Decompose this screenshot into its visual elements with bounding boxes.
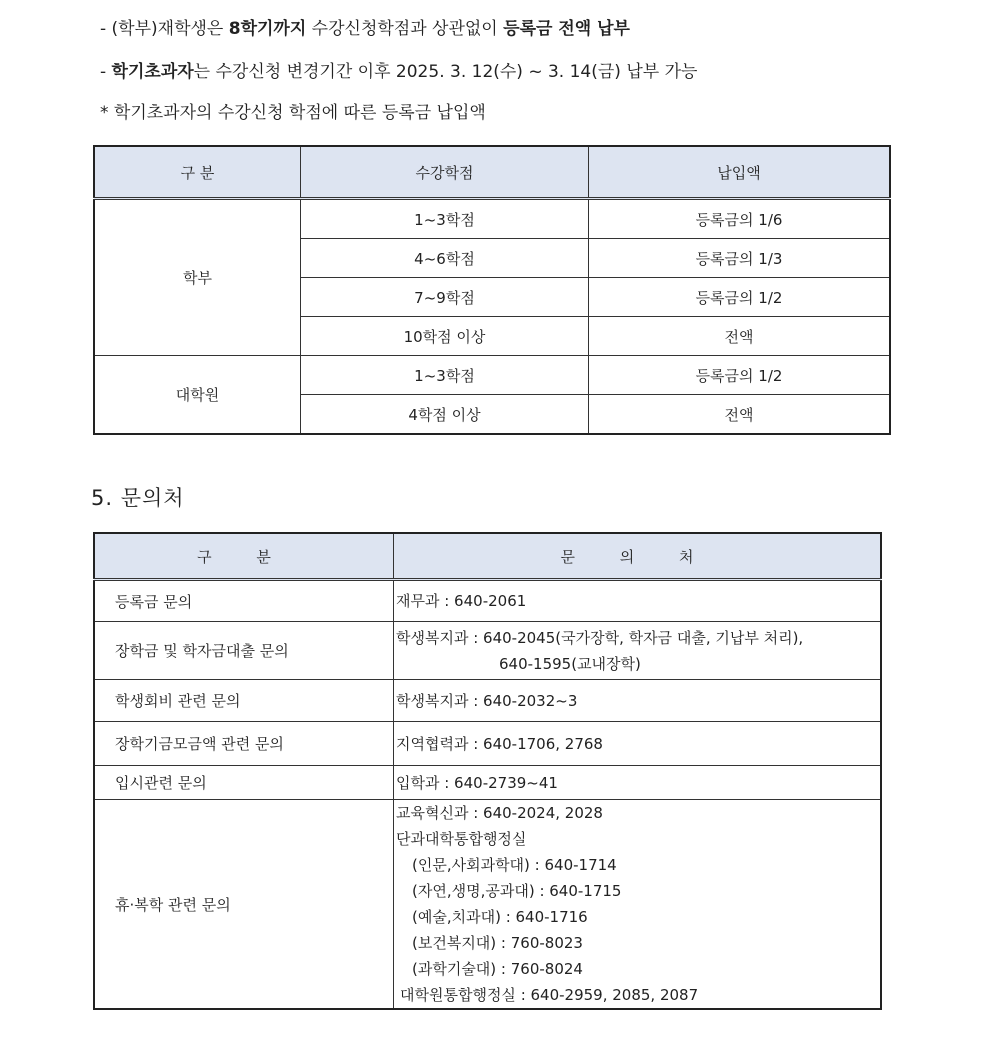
contact-info-line: 단과대학통합행정실: [396, 830, 527, 848]
contact-info: [394, 800, 882, 1010]
contact-info: 지역협력과 : 640-1706, 2768: [394, 722, 882, 766]
contact-category: 장학금 및 학자금대출 문의: [94, 622, 394, 680]
category-cell: 학부: [94, 199, 301, 356]
table-row: [94, 622, 881, 680]
credits-cell: 1~3학점: [301, 356, 589, 395]
table-row: [94, 766, 881, 800]
header-category: 구 분: [94, 533, 394, 580]
header-credits: 수강학점: [301, 146, 589, 199]
table-row: [94, 580, 881, 622]
amount-cell: 등록금의 1/3: [589, 239, 891, 278]
contact-category: 학생회비 관련 문의: [94, 680, 394, 722]
amount-cell: 전액: [589, 317, 891, 356]
contact-table: [93, 532, 882, 1010]
contact-info-line: 대학원통합행정실 : 640-2959, 2085, 2087: [400, 986, 699, 1004]
header-category: 구 분: [94, 146, 301, 199]
intro-bold: 8학기까지: [228, 19, 307, 39]
intro-line-2: [100, 57, 697, 82]
intro-text: -: [100, 62, 112, 82]
table-row: [94, 680, 881, 722]
fee-table: [93, 145, 891, 435]
credits-cell: 10학점 이상: [301, 317, 589, 356]
contact-category: 입시관련 문의: [94, 766, 394, 800]
credits-cell: 4학점 이상: [301, 395, 589, 435]
category-cell: 대학원: [94, 356, 301, 435]
intro-bold: 학기초과자: [111, 62, 194, 82]
intro-text: - (학부)재학생은: [100, 19, 229, 39]
contact-info: 재무과 : 640-2061: [394, 580, 882, 622]
credits-cell: 7~9학점: [301, 278, 589, 317]
table-row: [94, 356, 890, 395]
credits-cell: 1~3학점: [301, 199, 589, 239]
amount-cell: 등록금의 1/6: [589, 199, 891, 239]
contact-info-line: (인문,사회과학대) : 640-1714: [412, 856, 617, 874]
contact-info-line: (과학기술대) : 760-8024: [412, 960, 583, 978]
amount-cell: 등록금의 1/2: [589, 356, 891, 395]
contact-category: 등록금 문의: [94, 580, 394, 622]
intro-text: 는 수강신청 변경기간 이후 2025. 3. 12(수) ~ 3. 14(금) 납부 가능: [193, 62, 698, 82]
table-row: [94, 722, 881, 766]
contact-info: [394, 622, 882, 680]
section-title: 5. 문의처: [91, 486, 185, 510]
amount-cell: 등록금의 1/2: [589, 278, 891, 317]
table-row: [94, 800, 881, 1010]
contact-info-line: 교육혁신과 : 640-2024, 2028: [396, 804, 603, 822]
contact-info-line: (자연,생명,공과대) : 640-1715: [412, 882, 622, 900]
header-amount: 납입액: [589, 146, 891, 199]
header-contact: 문 의 처: [394, 533, 882, 580]
contact-info: 학생복지과 : 640-2032~3: [394, 680, 882, 722]
amount-cell: 전액: [589, 395, 891, 435]
contact-info-line: (보건복지대) : 760-8023: [412, 934, 583, 952]
intro-line-3: * 학기초과자의 수강신청 학점에 따른 등록금 납입액: [100, 103, 486, 123]
intro-bold: 등록금 전액 납부: [503, 19, 630, 39]
contact-table-header: [94, 533, 881, 580]
fee-table-header: [94, 146, 890, 199]
contact-category: 휴·복학 관련 문의: [94, 800, 394, 1010]
contact-info: 입학과 : 640-2739~41: [394, 766, 882, 800]
contact-info-line: 학생복지과 : 640-2045(국가장학, 학자금 대출, 기납부 처리),: [396, 628, 804, 647]
intro-text: 수강신청학점과 상관없이: [306, 19, 504, 39]
table-row: [94, 199, 890, 239]
contact-info-line: 640-1595(교내장학): [499, 654, 641, 673]
intro-line-1: [100, 14, 630, 39]
contact-category: 장학기금모금액 관련 문의: [94, 722, 394, 766]
credits-cell: 4~6학점: [301, 239, 589, 278]
contact-info-line: (예술,치과대) : 640-1716: [412, 908, 588, 926]
